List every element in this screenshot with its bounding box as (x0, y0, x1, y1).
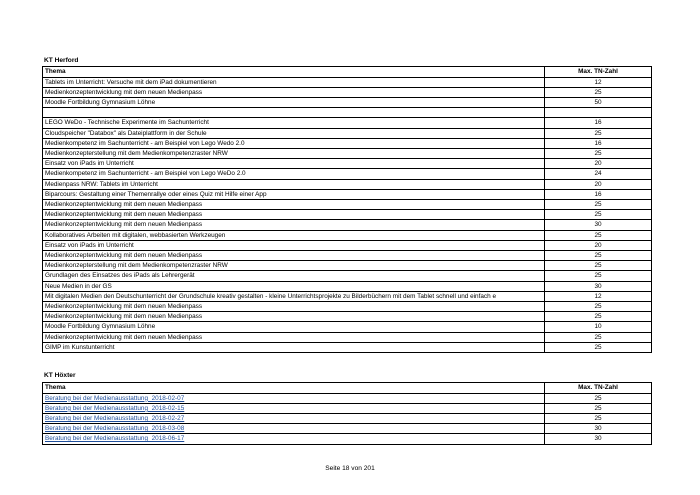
table-row (43, 189, 652, 199)
max-tn-cell: 25 (545, 230, 652, 240)
table-row (43, 220, 652, 230)
thema-cell: Kollaboratives Arbeiten mit digitalen, webbasierten Werkzeugen (43, 230, 545, 240)
max-tn-cell: 25 (545, 302, 652, 312)
column-header-thema: Thema (43, 67, 545, 78)
thema-cell: Neue Medien in der GS (43, 281, 545, 291)
table-hoexter (42, 382, 652, 445)
max-tn-cell: 16 (545, 189, 652, 199)
max-tn-cell: 25 (545, 200, 652, 210)
table-row (43, 240, 652, 250)
table-row (43, 393, 652, 403)
table-row (43, 424, 652, 434)
max-tn-cell: 30 (545, 220, 652, 230)
max-tn-cell: 25 (545, 271, 652, 281)
table-row (43, 434, 652, 444)
table-row (43, 118, 652, 128)
table-row (43, 342, 652, 352)
max-tn-cell: 10 (545, 322, 652, 332)
thema-cell: Medienkompetenz im Sachunterricht - am Beispiel von Lego Wedo 2.0 (43, 138, 545, 148)
max-tn-cell: 12 (545, 291, 652, 301)
thema-cell: LEGO WeDo - Technische Experimente im Sachunterricht (43, 118, 545, 128)
thema-cell: Einsatz von iPads im Unterricht (43, 159, 545, 169)
max-tn-cell: 25 (545, 261, 652, 271)
thema-link[interactable]: Beratung bei der Medienausstattung_2018-06-17 (43, 434, 545, 444)
section-title-hoexter: KT Höxter (44, 372, 76, 379)
max-tn-cell (545, 108, 652, 118)
thema-link[interactable]: Beratung bei der Medienausstattung_2018-02-15 (43, 403, 545, 413)
thema-cell: Medienkonzeptentwicklung mit dem neuen Medienpass (43, 302, 545, 312)
table-row (43, 169, 652, 179)
thema-link[interactable]: Beratung bei der Medienausstattung_2018-03-08 (43, 424, 545, 434)
max-tn-cell: 25 (545, 210, 652, 220)
table-header-row (43, 383, 652, 394)
table-row (43, 291, 652, 301)
table-row (43, 159, 652, 169)
table-row (43, 322, 652, 332)
table-row (43, 179, 652, 189)
thema-cell: Biparcours: Gestaltung einer Themenrallye oder eines Quiz mit Hilfe einer App (43, 189, 545, 199)
table-row (43, 230, 652, 240)
thema-cell: Medienkonzeptentwicklung mit dem neuen Medienpass (43, 200, 545, 210)
thema-cell: Moodle Fortbildung Gymnasium Löhne (43, 322, 545, 332)
thema-cell: Medienkonzeptentwicklung mit dem neuen Medienpass (43, 87, 545, 97)
thema-cell: Moodle Fortbildung Gymnasium Löhne (43, 98, 545, 108)
thema-cell: GIMP im Kunstunterricht (43, 342, 545, 352)
table-row (43, 281, 652, 291)
section-title-herford: KT Herford (44, 57, 79, 64)
max-tn-cell: 25 (545, 128, 652, 138)
max-tn-cell: 16 (545, 138, 652, 148)
thema-cell: Medienkompetenz im Sachunterricht - am Beispiel von Lego WeDo 2.0 (43, 169, 545, 179)
thema-cell (43, 108, 545, 118)
max-tn-cell: 20 (545, 159, 652, 169)
table-herford (42, 66, 652, 353)
max-tn-cell: 30 (545, 281, 652, 291)
column-header-thema: Thema (43, 383, 545, 394)
table-row (43, 403, 652, 413)
page-footer: Seite 18 von 201 (325, 465, 375, 472)
max-tn-cell: 25 (545, 251, 652, 261)
table-header-row (43, 67, 652, 78)
max-tn-cell: 30 (545, 434, 652, 444)
table-row (43, 251, 652, 261)
table-row (43, 87, 652, 97)
table-row (43, 261, 652, 271)
table-row (43, 302, 652, 312)
max-tn-cell: 25 (545, 312, 652, 322)
thema-cell: Cloudspeicher "Databox" als Dateiplattform in der Schule (43, 128, 545, 138)
table-row (43, 414, 652, 424)
table-row (43, 149, 652, 159)
max-tn-cell: 25 (545, 403, 652, 413)
thema-cell: Medienkonzeptentwicklung mit dem neuen Medienpass (43, 312, 545, 322)
max-tn-cell: 12 (545, 77, 652, 87)
thema-cell: Medienkonzeptentwicklung mit dem neuen Medienpass (43, 332, 545, 342)
thema-cell: Medienkonzeptentwicklung mit dem neuen Medienpass (43, 220, 545, 230)
table-row (43, 210, 652, 220)
thema-cell: Medienkonzeptentwicklung mit dem neuen Medienpass (43, 251, 545, 261)
table-row (43, 77, 652, 87)
max-tn-cell: 25 (545, 342, 652, 352)
table-row (43, 200, 652, 210)
thema-link[interactable]: Beratung bei der Medienausstattung_2018-02-07 (43, 393, 545, 403)
table-row (43, 98, 652, 108)
max-tn-cell: 16 (545, 118, 652, 128)
max-tn-cell: 20 (545, 179, 652, 189)
thema-link[interactable]: Beratung bei der Medienausstattung_2018-02-27 (43, 414, 545, 424)
table-row (43, 108, 652, 118)
table-row (43, 138, 652, 148)
max-tn-cell: 25 (545, 414, 652, 424)
thema-cell: Tablets im Unterricht: Versuche mit dem iPad dokumentieren (43, 77, 545, 87)
thema-cell: Medienkonzepterstellung mit dem Medienkompetenzraster NRW (43, 261, 545, 271)
table-row (43, 128, 652, 138)
max-tn-cell: 25 (545, 393, 652, 403)
max-tn-cell: 50 (545, 98, 652, 108)
thema-cell: Grundlagen des Einsatzes des iPads als Lehrergerät (43, 271, 545, 281)
table-row (43, 312, 652, 322)
thema-cell: Medienpass NRW: Tablets im Unterricht (43, 179, 545, 189)
thema-cell: Medienkonzeptentwicklung mit dem neuen Medienpass (43, 210, 545, 220)
column-header-max-tn: Max. TN-Zahl (545, 383, 652, 394)
table-row (43, 271, 652, 281)
table-row (43, 332, 652, 342)
thema-cell: Medienkonzepterstellung mit dem Medienkompetenzraster NRW (43, 149, 545, 159)
max-tn-cell: 20 (545, 240, 652, 250)
max-tn-cell: 30 (545, 424, 652, 434)
thema-cell: Einsatz von iPads im Unterricht (43, 240, 545, 250)
max-tn-cell: 25 (545, 87, 652, 97)
max-tn-cell: 24 (545, 169, 652, 179)
thema-cell: Mit digitalen Medien den Deutschunterricht der Grundschule kreativ gestalten - kleine Unterrichtsprojekte zu Bilderbüchern mit dem Tablet schnell und einfach e (43, 291, 545, 301)
max-tn-cell: 25 (545, 149, 652, 159)
column-header-max-tn: Max. TN-Zahl (545, 67, 652, 78)
max-tn-cell: 25 (545, 332, 652, 342)
